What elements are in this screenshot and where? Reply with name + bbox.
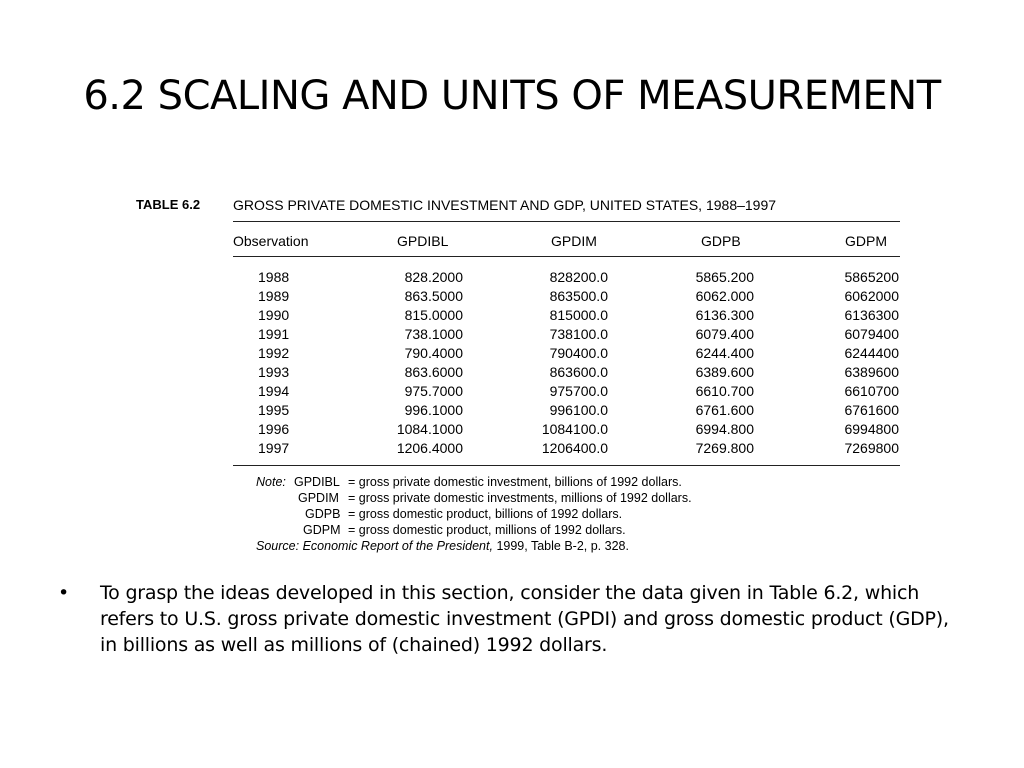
note-term: GDPB — [305, 507, 341, 521]
bullet-symbol: • — [58, 582, 70, 604]
cell-gdpm: 6610700 — [844, 383, 899, 399]
table-row — [233, 325, 900, 344]
table-caption: GROSS PRIVATE DOMESTIC INVESTMENT AND GDP, UNITED STATES, 1988–1997 — [233, 197, 777, 213]
cell-gpdibl: 996.1000 — [404, 402, 463, 418]
cell-gpdibl: 863.5000 — [404, 288, 463, 304]
cell-gpdim: 1084100.0 — [541, 421, 608, 437]
cell-gpdim: 828200.0 — [549, 269, 608, 285]
cell-year: 1988 — [258, 269, 290, 285]
cell-year: 1997 — [258, 440, 290, 456]
note-line — [256, 522, 629, 538]
table-label: TABLE 6.2 — [136, 197, 201, 212]
cell-gdpb: 6079.400 — [695, 326, 754, 342]
cell-gdpb: 6062.000 — [695, 288, 754, 304]
cell-year: 1995 — [258, 402, 290, 418]
cell-gdpm: 7269800 — [844, 440, 899, 456]
note-term: GPDIM — [298, 491, 339, 505]
cell-gpdibl: 1206.4000 — [396, 440, 463, 456]
note-line — [256, 474, 682, 490]
cell-year: 1991 — [258, 326, 290, 342]
cell-gdpm: 6244400 — [844, 345, 899, 361]
column-header-observation: Observation — [233, 233, 309, 249]
cell-gdpb: 6994.800 — [695, 421, 754, 437]
cell-gdpb: 6136.300 — [695, 307, 754, 323]
table-row — [233, 306, 900, 325]
cell-gpdibl: 863.6000 — [404, 364, 463, 380]
source-line — [256, 538, 629, 554]
note-line — [256, 506, 629, 522]
table-row — [233, 363, 900, 382]
cell-gdpm: 6761600 — [844, 402, 899, 418]
table-row — [233, 439, 900, 458]
note-term: GPDIBL — [294, 475, 340, 489]
cell-gdpm: 6062000 — [844, 288, 899, 304]
table-row — [233, 344, 900, 363]
table-row — [233, 401, 900, 420]
cell-gdpb: 5865.200 — [695, 269, 754, 285]
cell-gpdibl: 975.7000 — [404, 383, 463, 399]
column-header-gpdim: GPDIM — [551, 233, 597, 249]
table-body — [233, 268, 900, 458]
cell-gpdim: 975700.0 — [549, 383, 608, 399]
cell-gpdim: 738100.0 — [549, 326, 608, 342]
cell-gdpm: 5865200 — [844, 269, 899, 285]
table-notes — [256, 474, 692, 554]
table-top-rule — [233, 221, 900, 222]
column-header-gdpb: GDPB — [701, 233, 741, 249]
cell-gpdim: 863600.0 — [549, 364, 608, 380]
cell-gdpb: 6389.600 — [695, 364, 754, 380]
source-title: Economic Report of the President, — [302, 539, 493, 553]
cell-gdpm: 6994800 — [844, 421, 899, 437]
cell-gpdibl: 828.2000 — [404, 269, 463, 285]
cell-gpdim: 1206400.0 — [541, 440, 608, 456]
cell-gpdim: 815000.0 — [549, 307, 608, 323]
cell-gpdibl: 738.1000 — [404, 326, 463, 342]
cell-gdpb: 6244.400 — [695, 345, 754, 361]
cell-gdpm: 6079400 — [844, 326, 899, 342]
note-definition: = gross domestic product, billions of 1992 dollars. — [348, 507, 623, 521]
table-bottom-rule — [233, 465, 900, 466]
cell-gpdibl: 815.0000 — [404, 307, 463, 323]
cell-gpdibl: 790.4000 — [404, 345, 463, 361]
column-header-gdpm: GDPM — [845, 233, 887, 249]
cell-gpdibl: 1084.1000 — [396, 421, 463, 437]
cell-year: 1990 — [258, 307, 290, 323]
table-row — [233, 420, 900, 439]
slide-title: 6.2 SCALING AND UNITS OF MEASUREMENT — [83, 73, 941, 119]
note-definition: = gross private domestic investments, millions of 1992 dollars. — [348, 491, 692, 505]
cell-gdpb: 6610.700 — [695, 383, 754, 399]
cell-gpdim: 790400.0 — [549, 345, 608, 361]
cell-gdpm: 6136300 — [844, 307, 899, 323]
note-lead: Note: — [256, 475, 286, 489]
table-row — [233, 287, 900, 306]
cell-year: 1996 — [258, 421, 290, 437]
note-line — [256, 490, 692, 506]
column-header-gpdibl: GPDIBL — [397, 233, 449, 249]
cell-gdpb: 6761.600 — [695, 402, 754, 418]
table-header-rule — [233, 256, 900, 257]
table-row — [233, 382, 900, 401]
cell-gdpb: 7269.800 — [695, 440, 754, 456]
source-lead: Source: — [256, 539, 300, 553]
source-rest: 1999, Table B-2, p. 328. — [496, 539, 629, 553]
table-row — [233, 268, 900, 287]
note-definition: = gross private domestic investment, billions of 1992 dollars. — [348, 475, 682, 489]
cell-year: 1994 — [258, 383, 290, 399]
cell-year: 1993 — [258, 364, 290, 380]
cell-year: 1992 — [258, 345, 290, 361]
cell-gpdim: 996100.0 — [549, 402, 608, 418]
cell-gdpm: 6389600 — [844, 364, 899, 380]
bullet-text: To grasp the ideas developed in this section, consider the data given in Table 6.2, which refers to U.S. gross private domestic investment (GPDI) and gross domestic product (GDP), in billions as well as millions of (chained) 1992 dollars. — [100, 582, 949, 656]
note-definition: = gross domestic product, millions of 1992 dollars. — [348, 523, 626, 537]
note-term: GDPM — [303, 523, 341, 537]
cell-year: 1989 — [258, 288, 290, 304]
cell-gpdim: 863500.0 — [549, 288, 608, 304]
